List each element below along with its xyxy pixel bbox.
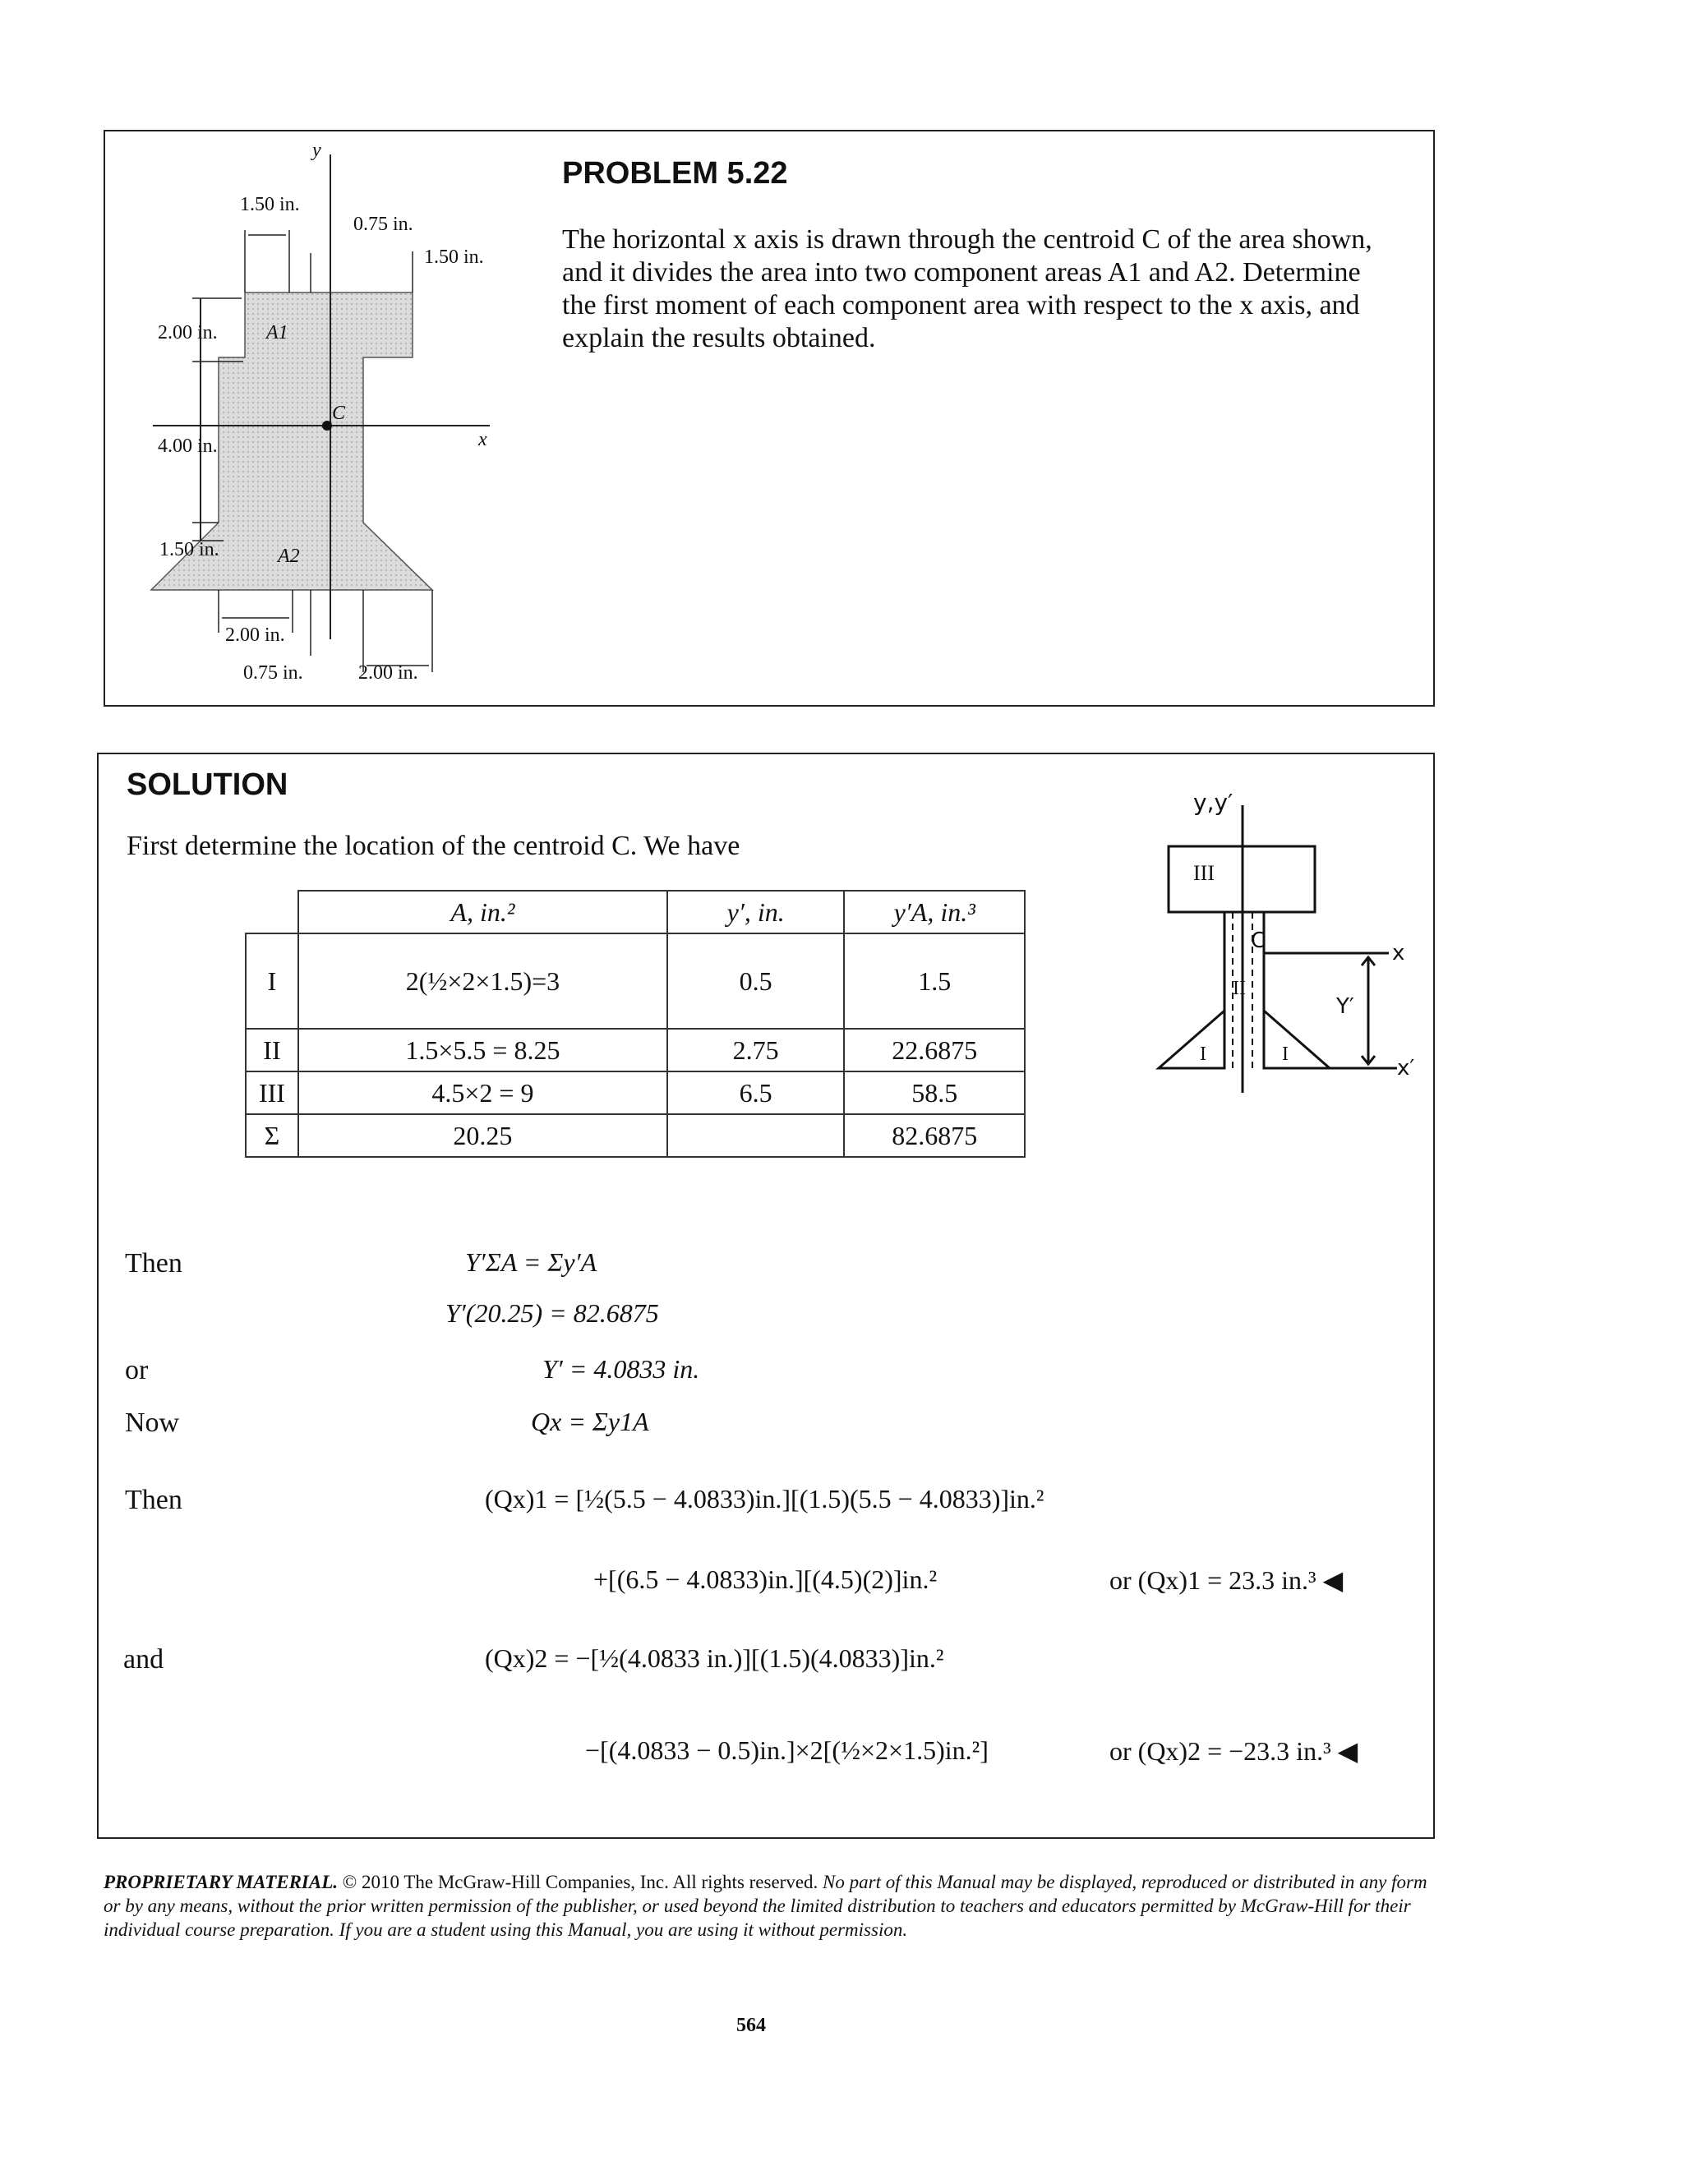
row-ya: 22.6875 xyxy=(844,1029,1025,1071)
dim-web-bottom: 0.75 in. xyxy=(243,662,303,684)
figure-y-label: y xyxy=(312,140,321,161)
row-y: 0.5 xyxy=(667,933,844,1029)
problem-text xyxy=(562,223,1425,355)
table-row xyxy=(246,1071,1025,1114)
row-id: III xyxy=(246,1071,298,1114)
row-y: 2.75 xyxy=(667,1029,844,1071)
figure-c-label: C xyxy=(332,403,346,424)
sketch-yprime-label: Y′ xyxy=(1336,994,1354,1019)
row-ya: 1.5 xyxy=(844,933,1025,1029)
row-area: 1.5×5.5 = 8.25 xyxy=(298,1029,667,1071)
problem-line: the first moment of each component area with respect to the x axis, and xyxy=(562,290,1360,320)
centroid-table xyxy=(245,890,1026,1158)
row-area: 20.25 xyxy=(298,1114,667,1157)
figure-x-label: x xyxy=(478,429,487,450)
problem-line: explain the results obtained. xyxy=(562,323,876,353)
sketch-part-left: I xyxy=(1200,1044,1206,1065)
eq-2: Y′(20.25) = 82.6875 xyxy=(445,1298,659,1328)
footer-notice xyxy=(104,1870,1435,1942)
sketch-x-label: x xyxy=(1392,941,1405,965)
sketch-part-right: I xyxy=(1282,1044,1289,1065)
solution-title: SOLUTION xyxy=(127,767,288,802)
problem-line: The horizontal x axis is drawn through the centroid C of the area shown, xyxy=(562,224,1372,255)
dim-top-flange: 1.50 in. xyxy=(240,194,300,215)
word-then: Then xyxy=(125,1248,182,1279)
problem-figure xyxy=(104,130,531,707)
row-ya: 58.5 xyxy=(844,1071,1025,1114)
word-or: or xyxy=(125,1355,149,1385)
col-header-y: y′, in. xyxy=(667,891,844,933)
row-id: I xyxy=(246,933,298,1029)
row-id: Σ xyxy=(246,1114,298,1157)
problem-title: PROBLEM 5.22 xyxy=(562,156,788,191)
q1-line1: (Qx)1 = [½(5.5 − 4.0833)in.][(1.5)(5.5 − 4.0833)]in.² xyxy=(485,1484,1044,1514)
row-y xyxy=(667,1114,844,1157)
row-id: II xyxy=(246,1029,298,1071)
sketch-part-web: II xyxy=(1233,978,1246,999)
eq-4: Qx = Σy1A xyxy=(531,1407,649,1436)
sketch-centroid: C xyxy=(1251,928,1266,953)
solution-intro: First determine the location of the centroid C. We have xyxy=(127,831,740,861)
footer-copyright: © 2010 The McGraw-Hill Companies, Inc. All rights reserved. xyxy=(338,1872,823,1892)
dim-base-right: 2.00 in. xyxy=(358,662,418,684)
dim-base-left: 2.00 in. xyxy=(225,624,285,646)
row-ya: 82.6875 xyxy=(844,1114,1025,1157)
sketch-xprime-label: x′ xyxy=(1397,1056,1415,1080)
page-number: 564 xyxy=(736,2015,766,2036)
sketch-axis-label: y,y′ xyxy=(1193,789,1233,816)
q2-line2: −[(4.0833 − 0.5)in.]×2[(½×2×1.5)in.²] xyxy=(585,1735,989,1765)
q2-line1: (Qx)2 = −[½(4.0833 in.)][(1.5)(4.0833)]in.² xyxy=(485,1643,944,1673)
table-row xyxy=(246,933,1025,1029)
sketch-part-top: III xyxy=(1193,861,1215,885)
dim-base-height: 1.50 in. xyxy=(159,539,219,560)
col-header-ya: y′A, in.³ xyxy=(844,891,1025,933)
eq-3: Y′ = 4.0833 in. xyxy=(542,1354,700,1384)
word-and: and xyxy=(123,1644,164,1675)
row-y: 6.5 xyxy=(667,1071,844,1114)
problem-line: and it divides the area into two component areas A1 and A2. Determine xyxy=(562,257,1361,288)
eq-1: Y′ΣA = Σy′A xyxy=(465,1247,597,1277)
table-header-row xyxy=(246,891,1025,933)
q1-result: or (Qx)1 = 23.3 in.³ ◀ xyxy=(1109,1565,1344,1595)
table-row xyxy=(246,1029,1025,1071)
word-then-2: Then xyxy=(125,1485,182,1515)
figure-a1-label: A1 xyxy=(266,322,288,343)
col-header-area: A, in.² xyxy=(298,891,667,933)
word-now: Now xyxy=(125,1408,180,1438)
footer-rights: No part of this Manual may be displayed, reproduced or distributed in any form or by any means, without the prior written permission of the publisher, or used beyond the limited distribution to teachers and educators permitted by McGraw-Hill for their individual course preparation. If you are a student using this Manual, you are using it without permission. xyxy=(104,1872,1427,1940)
centroid-dot xyxy=(322,421,332,431)
dim-top-right: 1.50 in. xyxy=(424,247,484,268)
dim-web-half: 0.75 in. xyxy=(353,214,413,235)
q2-result: or (Qx)2 = −23.3 in.³ ◀ xyxy=(1109,1736,1358,1766)
footer-lead: PROPRIETARY MATERIAL. xyxy=(104,1872,339,1892)
q1-line2: +[(6.5 − 4.0833)in.][(4.5)(2)]in.² xyxy=(593,1564,938,1594)
row-area: 4.5×2 = 9 xyxy=(298,1071,667,1114)
row-area: 2(½×2×1.5)=3 xyxy=(298,933,667,1029)
dim-mid-height: 4.00 in. xyxy=(158,435,218,457)
dim-top-height: 2.00 in. xyxy=(158,322,218,343)
figure-a2-label: A2 xyxy=(278,546,300,567)
table-row xyxy=(246,1114,1025,1157)
